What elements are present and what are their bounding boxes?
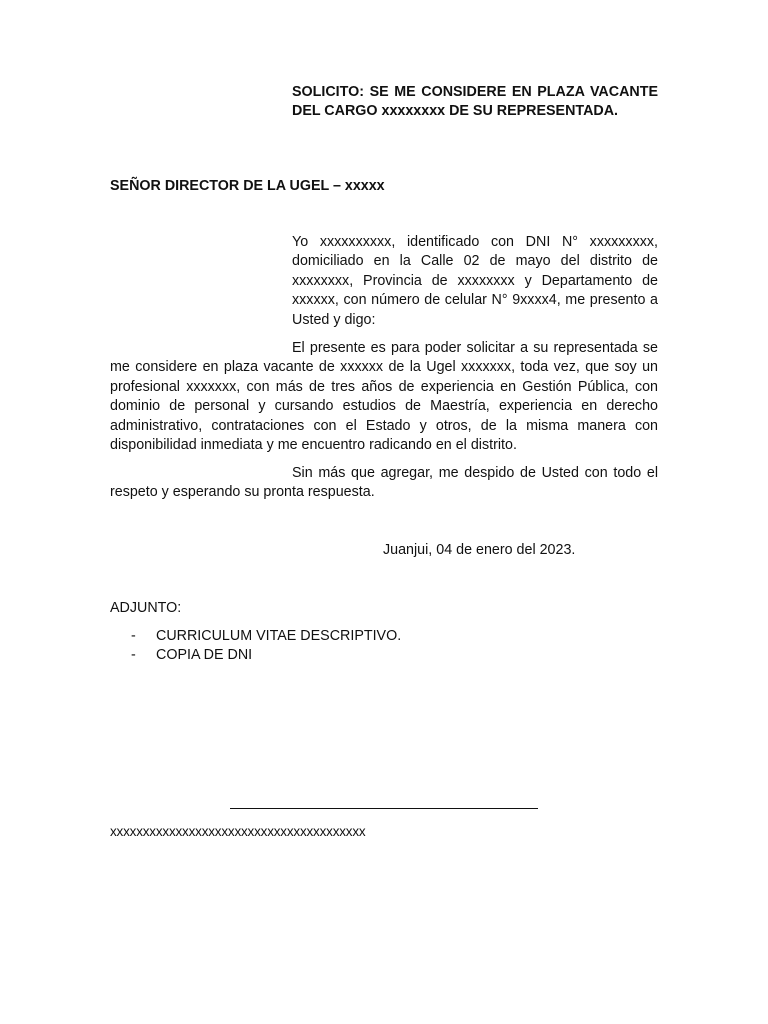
date-line: Juanjui, 04 de enero del 2023. bbox=[383, 542, 576, 558]
list-item-text: CURRICULUM VITAE DESCRIPTIVO. bbox=[156, 628, 402, 644]
addressee-line: SEÑOR DIRECTOR DE LA UGEL – xxxxx bbox=[110, 178, 385, 194]
attachments-title: ADJUNTO: bbox=[110, 600, 182, 616]
body-paragraph: El presente es para poder solicitar a su representada se me considere en plaza vacante de xxxxxx de la Ugel xxxxxxx, toda vez, que soy un profesional xxxxxxx, con más de tres años de experiencia en Gestión Pública, con dominio de personal y cursando estudios de Maestría, experiencia en derecho administrativo, contrataciones con el Estado y otros, de la misma manera con disponibilidad inmediata y me encuentro radicando en el distrito. bbox=[110, 340, 658, 454]
list-item bbox=[110, 627, 658, 646]
document-page bbox=[110, 0, 658, 1024]
list-item-text: COPIA DE DNI bbox=[156, 647, 253, 664]
attachments-list bbox=[110, 627, 658, 666]
subject-heading: SOLICITO: SE ME CONSIDERE EN PLAZA VACANTE DEL CARGO xxxxxxxx DE SU REPRESENTADA. bbox=[292, 84, 658, 120]
list-dash: - bbox=[131, 647, 136, 664]
signature-name: xxxxxxxxxxxxxxxxxxxxxxxxxxxxxxxxxxxxxxx bbox=[110, 824, 366, 839]
intro-paragraph: Yo xxxxxxxxxx, identificado con DNI N° xxxxxxxxx, domiciliado en la Calle 02 de mayo del distrito de xxxxxxxx, Provincia de xxxxxxxx y Departamento de xxxxxx, con número de celular N° 9xxxx4, me presento a Usted y digo: bbox=[292, 234, 658, 328]
list-item bbox=[110, 646, 658, 665]
signature-line bbox=[230, 808, 538, 809]
closing-paragraph: Sin más que agregar, me despido de Usted con todo el respeto y esperando su pronta respuesta. bbox=[110, 465, 658, 501]
list-dash: - bbox=[131, 628, 136, 644]
